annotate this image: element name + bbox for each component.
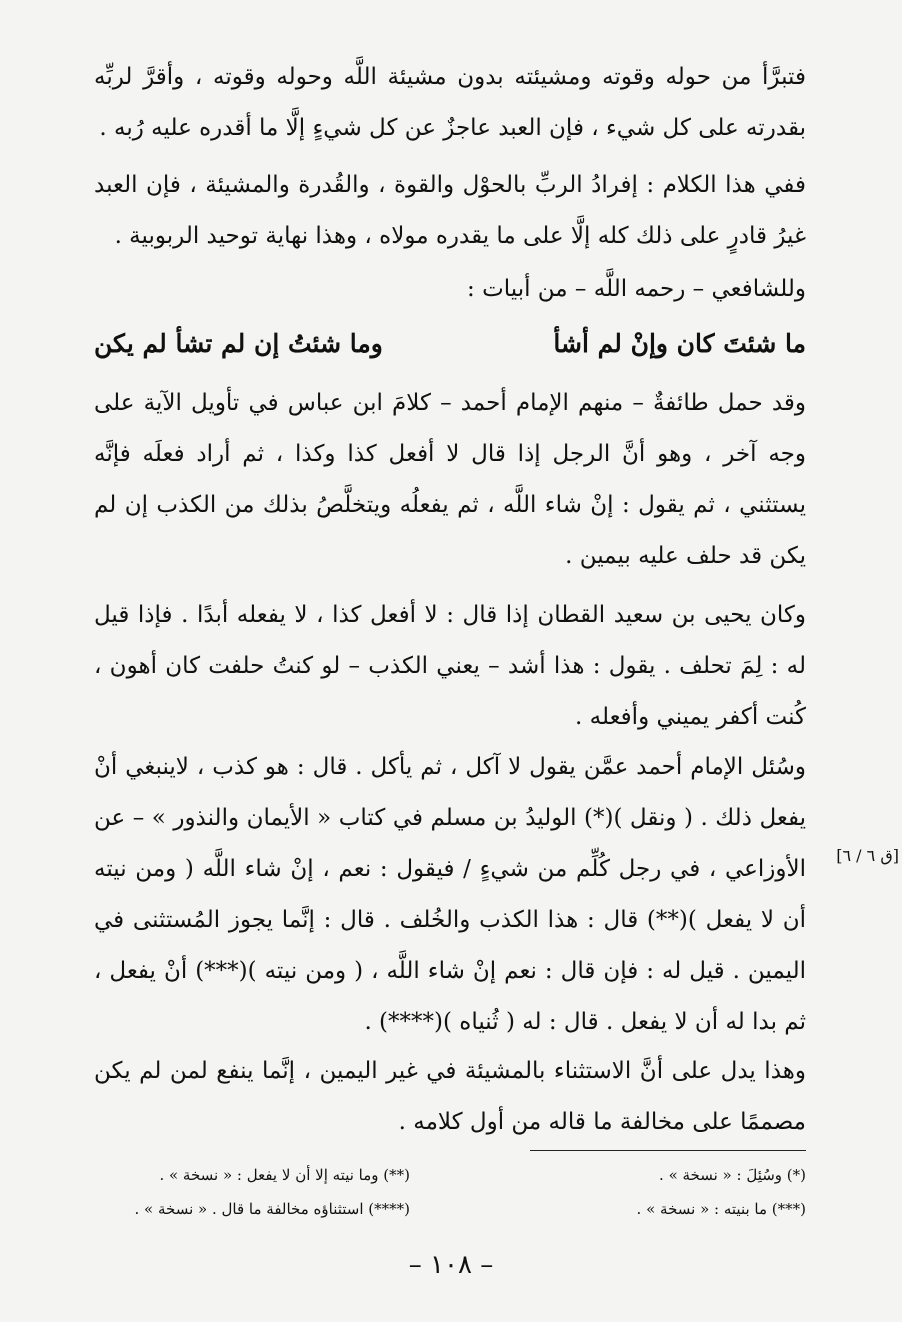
- paragraph-6: وسُئل الإمام أحمد عمَّن يقول لا آكل ، ثم يأكل . قال : هو كذب ، لاينبغي أنْ يفعل ذلك . ( ونقل )(*) الوليدُ بن مسلم في كتاب « الأيمان والنذور » – عن الأوزاعي ، في رجل كُلِّم من شيءٍ / فيقول : نعم ، إنْ شاء اللَّه ( ومن نيته أن لا يفعل )(**) قال : هذا الكذب والخُلف . قال : إنَّما يجوز المُستثنى في اليمين . قيل له : فإن قال : نعم إنْ شاء اللَّه ، ( ومن نيته )(***) أنْ يفعل ، ثم بدا له أن لا يفعل . قال : له ( ثُنياه )(****) .: [94, 754, 806, 1035]
- verse-first-hemistich: ما شئتَ كان وإنْ لم أشأ: [553, 329, 806, 358]
- paragraph-4: وقد حمل طائفةٌ – منهم الإمام أحمد – كلامَ ابن عباس في تأويل الآية على وجه آخر ، وهو أنَّ الرجل إذا قال لا أفعل كذا وكذا ، ثم أراد فعلَه فإنَّه يستثني ، ثم يقول : إنْ شاء اللَّه ، ثم يفعلُه ويتخلَّصُ بذلك من الكذب إن لم يكن قد حلف عليه بيمين .: [94, 390, 806, 569]
- paragraph-5: وكان يحيى بن سعيد القطان إذا قال : لا أفعل كذا ، لا يفعله أبدًا . فإذا قيل له : لِمَ تحلف . يقول : هذا أشد – يعني الكذب – لو كنتُ حلفت كان أهون ، كُنت أكفر يميني وأفعله .: [94, 602, 806, 730]
- footnote-2: (**) وما نيته إلا أن لا يفعل : « نسخة » .: [159, 1166, 410, 1184]
- footnote-4: (****) استثناؤه مخالفة ما قال . « نسخة » .: [134, 1200, 410, 1218]
- paragraph-2: ففي هذا الكلام : إفرادُ الربِّ بالحوْل والقوة ، والقُدرة والمشيئة ، فإن العبد غيرُ قادرٍ على ذلك كله إلَّا على ما يقدره مولاه ، وهذا نهاية توحيد الربوبية .: [94, 172, 806, 249]
- verse-second-hemistich: وما شئتُ إن لم تشأ لم يكن: [94, 329, 383, 358]
- page-number: – ١٠٨ –: [408, 1250, 494, 1280]
- footnote-divider: [530, 1150, 806, 1151]
- paragraph-7: وهذا يدل على أنَّ الاستثناء بالمشيئة في غير اليمين ، إنَّما ينفع لمن لم يكن مصممًا على مخالفة ما قاله من أول كلامه .: [94, 1058, 806, 1135]
- manuscript-folio-marker: [ق ٦ / ٦]: [836, 846, 899, 865]
- poem-verse: [94, 322, 806, 366]
- footnote-3: (***) ما بنيته : « نسخة » .: [636, 1200, 806, 1218]
- paragraph-3: وللشافعي – رحمه اللَّه – من أبيات :: [467, 276, 806, 302]
- footnotes: [94, 1158, 806, 1226]
- footnote-1: (*) وسُئِلَ : « نسخة » .: [659, 1166, 806, 1184]
- paragraph-1: فتبرَّأ من حوله وقوته ومشيئته بدون مشيئة اللَّه وحوله وقوته ، وأقرَّ لربِّه بقدرته على كل شيء ، فإن العبد عاجزٌ عن كل شيءٍ إلَّا ما أقدره عليه رُبه .: [94, 64, 806, 141]
